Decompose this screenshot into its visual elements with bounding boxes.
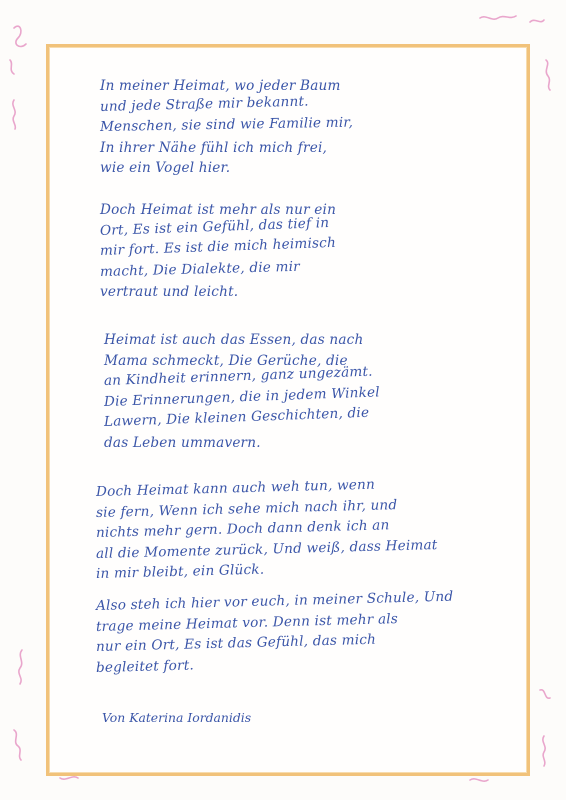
- poem-line: Doch Heimat kann auch weh tun, wenn: [95, 476, 376, 500]
- poem-line: all die Momente zurück, Und weiß, dass Heimat: [95, 536, 438, 562]
- poem-line: wie ein Vogel hier.: [100, 160, 231, 177]
- poem-line: Doch Heimat ist mehr als nur ein: [100, 202, 337, 218]
- stanza-5: [95, 588, 516, 678]
- poem-line: Mama schmeckt, Die Gerüche, die: [104, 352, 348, 369]
- stanza-2: [100, 200, 520, 303]
- poem-line: in mir bleibt, ein Glück.: [95, 561, 265, 583]
- poem-line: Die Erinnerungen, die in jedem Winkel: [103, 384, 381, 410]
- poem-line: Ort, Es ist ein Gefühl, das tief in: [99, 214, 330, 239]
- poem-line: vertraut und leicht.: [100, 284, 239, 301]
- poem-line: In ihrer Nähe fühl ich mich frei,: [100, 139, 328, 156]
- poem-text: [95, 76, 520, 766]
- poem-line: und jede Straße mir bekannt.: [99, 93, 309, 115]
- poem-line: In meiner Heimat, wo jeder Baum: [100, 78, 341, 94]
- poem-line: nichts mehr gern. Doch dann denk ich an: [95, 517, 390, 542]
- stanza-1: [100, 76, 520, 179]
- poem-line: Heimat ist auch das Essen, das nach: [104, 332, 364, 348]
- stanza-3: [104, 330, 524, 454]
- poem-line: begleitet fort.: [95, 657, 195, 676]
- poem-line: sie fern, Wenn ich sehe mich nach ihr, und: [95, 496, 398, 521]
- poem-line: Also steh ich hier vor euch, in meiner Schule, Und: [95, 588, 454, 614]
- poem-line: macht, Die Dialekte, die mir: [99, 258, 301, 280]
- poem-line: das Leben ummavern.: [104, 434, 261, 451]
- poem-line: an Kindheit erinnern, ganz ungezämt.: [103, 363, 373, 390]
- poem-line: trage meine Heimat vor. Denn ist mehr als: [95, 610, 399, 635]
- stanza-4: [95, 476, 516, 585]
- author-signature: Von Katerina Iordanidis: [102, 710, 252, 725]
- poem-line: Menschen, sie sind wie Familie mir,: [99, 114, 354, 136]
- poem-line: mir fort. Es ist die mich heimisch: [99, 234, 337, 260]
- poem-line: nur ein Ort, Es ist das Gefühl, das mich: [95, 631, 377, 656]
- poem-line: Lawern, Die kleinen Geschichten, die: [103, 405, 370, 431]
